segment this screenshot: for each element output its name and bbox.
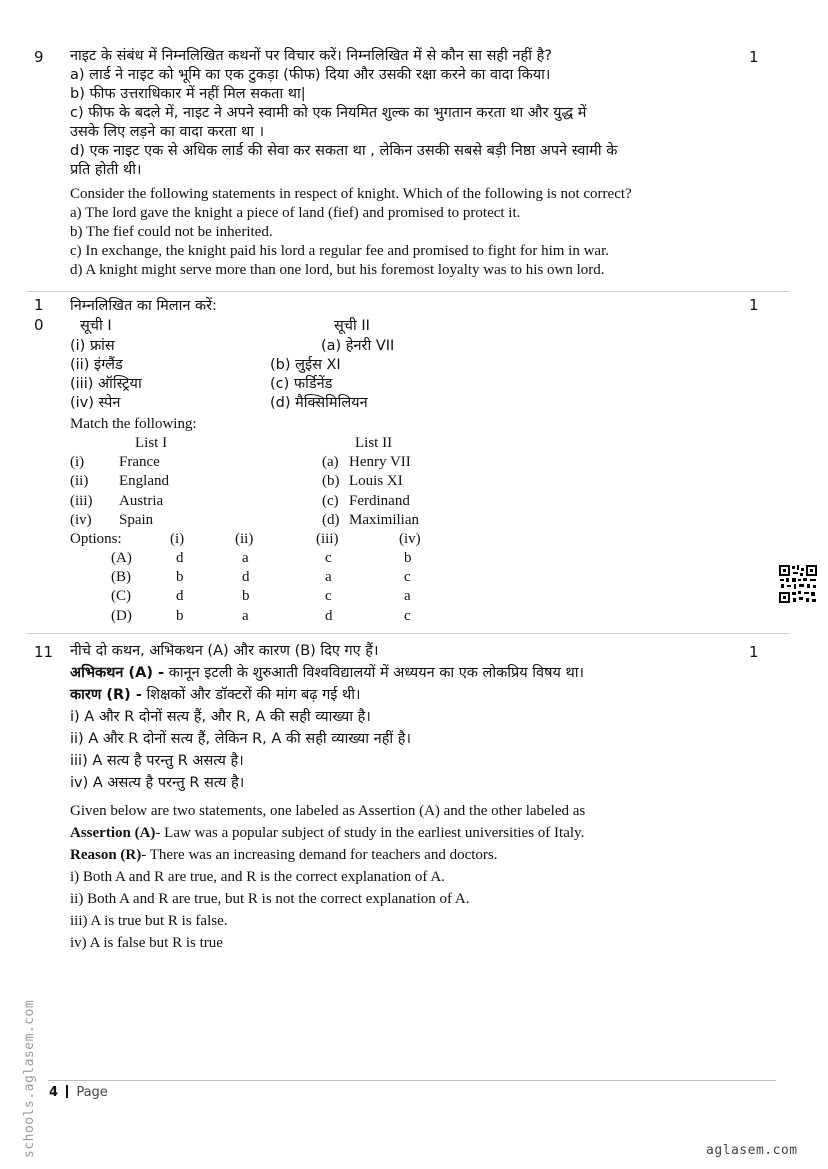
q10-hindi-right: (b) लुईस XI bbox=[270, 357, 341, 373]
q10-row-num: (iii) bbox=[70, 493, 93, 509]
q10-options-label: Options: bbox=[70, 531, 122, 547]
q9-hindi-line: a) लार्ड ने नाइट को भूमि का एक टुकड़ा (फीफ) दिया और उसकी रक्षा करने का वादा किया। bbox=[70, 67, 551, 83]
q10-option-value: a bbox=[404, 588, 411, 604]
q10-row-match: Henry VII bbox=[349, 454, 411, 470]
q10-row-item: England bbox=[119, 473, 169, 489]
q10-option-label: (A) bbox=[111, 550, 132, 566]
q9-english-line: b) The fief could not be inherited. bbox=[70, 224, 273, 240]
q10-row-letter: (b) bbox=[322, 473, 340, 489]
q10-option-value: d bbox=[176, 550, 184, 566]
q10-row-item: Spain bbox=[119, 512, 154, 528]
q9-hindi-line: प्रति होती थी। bbox=[70, 162, 142, 178]
q11-hindi-reason bbox=[70, 684, 584, 706]
q10-hindi-left: (iii) ऑस्ट्रिया bbox=[70, 376, 142, 392]
q10-option-value: b bbox=[242, 588, 250, 604]
q10-option-col: (i) bbox=[170, 531, 185, 547]
q10-option-col: (iii) bbox=[316, 531, 339, 547]
question-number: 11 bbox=[34, 643, 54, 661]
q10-row-match: Ferdinand bbox=[349, 493, 410, 509]
q11-hindi-assertion-label: अभिकथन (A) - bbox=[70, 665, 165, 681]
q11-hindi-reason-text: शिक्षकों और डॉक्टरों की मांग बढ़ गई थी। bbox=[141, 687, 361, 703]
q10-option-value: d bbox=[325, 608, 333, 624]
qr-code-icon bbox=[778, 564, 818, 604]
q11-option: i) Both A and R are true, and R is the correct explanation of A. bbox=[70, 869, 445, 885]
q10-hindi-list2-head: सूची II bbox=[334, 318, 370, 334]
q11-option: iii) A is true but R is false. bbox=[70, 913, 228, 929]
q10-row-item: France bbox=[119, 454, 160, 470]
q10-hindi-right: (d) मैक्सिमिलियन bbox=[270, 395, 368, 411]
q10-row-match: Louis XI bbox=[349, 473, 403, 489]
q11-hindi-line: नीचे दो कथन, अभिकथन (A) और कारण (B) दिए गए हैं। bbox=[70, 643, 379, 659]
q10-row-letter: (a) bbox=[322, 454, 339, 470]
q10-option-value: c bbox=[325, 588, 332, 604]
q10-option-value: a bbox=[242, 608, 249, 624]
q10-hindi-right: (c) फर्डिनेंड bbox=[270, 376, 333, 392]
q10-option-col: (iv) bbox=[399, 531, 421, 547]
q10-hindi-list1-head: सूची I bbox=[80, 318, 112, 334]
question-number: 1 bbox=[34, 296, 44, 314]
q9-hindi-line: c) फीफ के बदले में, नाइट ने अपने स्वामी को एक नियमित शुल्क का भुगतान करता था और युद्ध में bbox=[70, 105, 587, 121]
q11-option: ii) Both A and R are true, but R is not the correct explanation of A. bbox=[70, 891, 470, 907]
q11-hindi-line: ii) A और R दोनों सत्य हैं, लेकिन R, A की सही व्याख्या नहीं है। bbox=[70, 731, 411, 747]
q11-hindi-line: iv) A असत्य है परन्तु R सत्य है। bbox=[70, 775, 245, 791]
q9-hindi-line: उसके लिए लड़ने का वादा करता था । bbox=[70, 124, 265, 140]
question-number: 0 bbox=[34, 316, 44, 334]
divider bbox=[26, 633, 790, 634]
q9-english-line: c) In exchange, the knight paid his lord a regular fee and promised to fight for him in war. bbox=[70, 243, 610, 259]
q11-assertion bbox=[70, 822, 585, 844]
question-9-english bbox=[70, 185, 632, 280]
q10-row-item: Austria bbox=[119, 493, 164, 509]
q10-list2-head: List II bbox=[355, 435, 393, 451]
question-11-english bbox=[70, 800, 585, 954]
q9-hindi-line: नाइट के संबंध में निम्नलिखित कथनों पर विचार करें। निम्नलिखित में से कौन सा सही नहीं है? bbox=[70, 48, 552, 64]
q10-row-letter: (c) bbox=[322, 493, 339, 509]
q11-hindi-assertion-text: कानून इटली के शुरुआती विश्वविद्यालयों में अध्ययन का एक लोकप्रिय विषय था। bbox=[164, 665, 585, 681]
bottom-watermark: aglasem.com bbox=[706, 1143, 798, 1158]
q10-row-match: Maximilian bbox=[349, 512, 419, 528]
q10-option-value: a bbox=[242, 550, 249, 566]
page-footer bbox=[49, 1085, 108, 1100]
question-marks: 1 bbox=[749, 643, 759, 661]
q10-option-label: (D) bbox=[111, 608, 132, 624]
question-9-hindi bbox=[70, 47, 617, 180]
question-number: 9 bbox=[34, 48, 44, 66]
q10-row-letter: (d) bbox=[322, 512, 340, 528]
q10-hindi-left: (i) फ्रांस bbox=[70, 338, 115, 354]
q9-english-line: d) A knight might serve more than one lord, but his foremost loyalty was to his own lord. bbox=[70, 262, 605, 278]
question-marks: 1 bbox=[749, 48, 759, 66]
q10-hindi-left: (ii) इंग्लैंड bbox=[70, 357, 123, 373]
q9-hindi-line: d) एक नाइट एक से अधिक लार्ड की सेवा कर सकता था , लेकिन उसकी सबसे बड़ी निष्ठा अपने स्वामी के bbox=[70, 143, 618, 159]
q11-hindi-assertion bbox=[70, 662, 584, 684]
q10-option-value: b bbox=[176, 569, 184, 585]
q9-hindi-line: b) फीफ उत्तराधिकार में नहीं मिल सकता था| bbox=[70, 86, 306, 102]
q10-option-value: c bbox=[325, 550, 332, 566]
q10-hindi-title: निम्नलिखित का मिलान करें: bbox=[70, 298, 217, 314]
q10-row-num: (ii) bbox=[70, 473, 89, 489]
divider bbox=[26, 291, 790, 292]
question-marks: 1 bbox=[749, 296, 759, 314]
q10-row-num: (i) bbox=[70, 454, 85, 470]
q10-english-title: Match the following: bbox=[70, 416, 197, 432]
q11-hindi-reason-label: कारण (R) - bbox=[70, 687, 142, 703]
q10-row-num: (iv) bbox=[70, 512, 92, 528]
q11-hindi-line: i) A और R दोनों सत्य हैं, और R, A की सही व्याख्या है। bbox=[70, 709, 371, 725]
q10-option-value: d bbox=[176, 588, 184, 604]
q11-english-intro: Given below are two statements, one labeled as Assertion (A) and the other labeled as bbox=[70, 803, 586, 819]
q10-option-value: a bbox=[325, 569, 332, 585]
q9-english-line: Consider the following statements in respect of knight. Which of the following is not correct? bbox=[70, 186, 632, 202]
q11-assertion-text: - Law was a popular subject of study in the earliest universities of Italy. bbox=[155, 825, 585, 841]
question-11-hindi bbox=[70, 640, 584, 794]
q11-reason bbox=[70, 844, 585, 866]
q11-reason-text: - There was an increasing demand for teachers and doctors. bbox=[141, 847, 498, 863]
q10-option-value: d bbox=[242, 569, 250, 585]
q11-assertion-label: Assertion (A) bbox=[70, 825, 156, 841]
q10-hindi-right: (a) हेनरी VII bbox=[321, 338, 395, 354]
q10-hindi-left: (iv) स्पेन bbox=[70, 395, 121, 411]
q11-option: iv) A is false but R is true bbox=[70, 935, 223, 951]
q10-option-value: c bbox=[404, 569, 411, 585]
q10-option-label: (C) bbox=[111, 588, 131, 604]
page-number: 4 bbox=[49, 1085, 59, 1100]
side-watermark: schools.aglasem.com bbox=[22, 999, 37, 1158]
footer-divider bbox=[48, 1080, 776, 1081]
q11-hindi-line: iii) A सत्य है परन्तु R असत्य है। bbox=[70, 753, 244, 769]
q10-list1-head: List I bbox=[135, 435, 168, 451]
q9-english-line: a) The lord gave the knight a piece of land (fief) and promised to protect it. bbox=[70, 205, 521, 221]
q10-option-col: (ii) bbox=[235, 531, 254, 547]
q10-option-label: (B) bbox=[111, 569, 131, 585]
page-label: Page bbox=[76, 1085, 108, 1100]
q10-option-value: b bbox=[176, 608, 184, 624]
q10-option-value: b bbox=[404, 550, 412, 566]
q10-option-value: c bbox=[404, 608, 411, 624]
footer-separator bbox=[66, 1085, 68, 1098]
q11-reason-label: Reason (R) bbox=[70, 847, 142, 863]
